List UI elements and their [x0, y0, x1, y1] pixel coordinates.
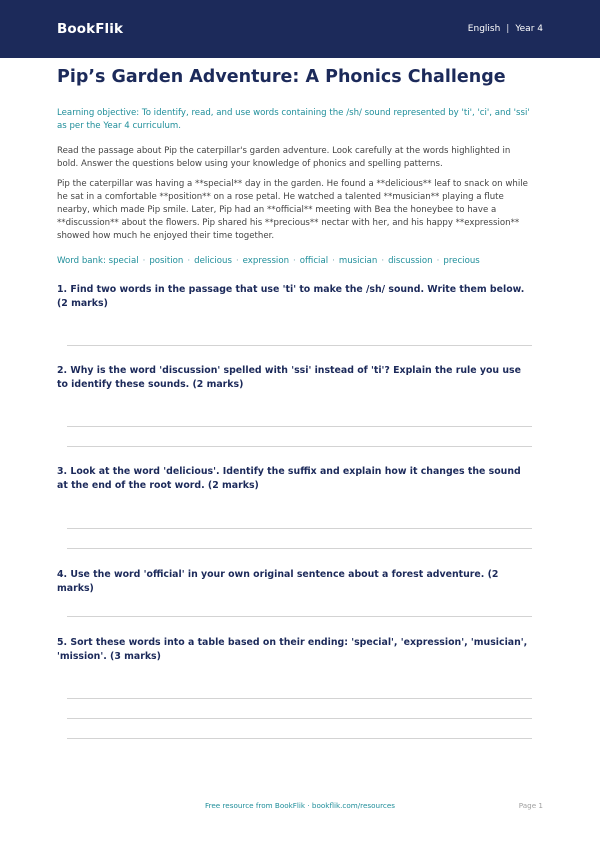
word-bank-separator: · [436, 256, 440, 266]
word-bank-item: discussion [388, 256, 433, 266]
answer-line[interactable] [67, 616, 532, 617]
answer-line[interactable] [67, 738, 532, 739]
word-bank-separator: · [187, 256, 191, 266]
reading-passage: Pip the caterpillar was having a **special** day in the garden. He found a **delicious** leaf to snack on while he sat in a comfortable **position** on a rose petal. He watched a talented **musician** playing a flute nearby, which made Pip smile. Later, Pip had an **official** meeting with Bea the honeybee to have a **discussion** about the flowers. Pip shared his **precious** nectar with her, and his happy **expression** showed how much he enjoyed their time together. [57, 179, 528, 241]
question-2: 2. Why is the word 'discussion' spelled with 'ssi' instead of 'ti'? Explain the rule you use to identify these sounds. (2 marks) [57, 365, 521, 390]
word-bank-separator: · [332, 256, 335, 266]
instructions: Read the passage about Pip the caterpillar's garden adventure. Look carefully at the words highlighted in bold. Answer the questions below using your knowledge of phonics and spelling patterns. [57, 146, 511, 169]
subject-label: English [467, 24, 501, 34]
page-number: Page 1 [518, 801, 543, 810]
header-separator: | [506, 24, 510, 34]
year-label: Year 4 [515, 24, 543, 34]
site-header [0, 0, 600, 58]
word-bank-item: musician [338, 256, 378, 266]
question-5: 5. Sort these words into a table based on their ending: 'special', 'expression', 'musician', 'mission'. (3 marks) [57, 637, 528, 662]
word-bank-label: Word bank: [57, 256, 106, 266]
worksheet-content [57, 58, 532, 268]
footer-credit-link[interactable]: Free resource from BookFlik · bookflik.com/resources [204, 801, 396, 810]
word-bank-separator: · [142, 256, 146, 266]
answer-line[interactable] [67, 528, 532, 529]
word-bank-item: delicious [194, 256, 232, 266]
word-bank-separator: · [381, 256, 385, 266]
answer-line[interactable] [67, 698, 532, 699]
word-bank-item: official [299, 256, 329, 266]
word-bank-item: expression [242, 256, 290, 266]
word-bank-item: position [149, 256, 184, 266]
learning-objective: Learning objective: To identify, read, and use words containing the /sh/ sound represented by 'ti', 'ci', and 'ssi' as per the Year 4 curriculum. [57, 108, 530, 131]
answer-line[interactable] [67, 345, 532, 346]
word-bank-separator: · [235, 256, 239, 266]
brand-logo[interactable]: BookFlik [57, 21, 124, 37]
question-3: 3. Look at the word 'delicious'. Identify the suffix and explain how it changes the sound at the end of the root word. (2 marks) [57, 466, 521, 491]
word-bank-item: special [108, 256, 139, 266]
answer-line[interactable] [67, 446, 532, 447]
answer-line[interactable] [67, 548, 532, 549]
word-bank [57, 255, 532, 268]
question-1: 1. Find two words in the passage that use 'ti' to make the /sh/ sound. Write them below. (2 marks) [57, 284, 525, 309]
word-bank-separator: · [293, 256, 296, 266]
word-bank-item: precious [443, 256, 480, 266]
answer-line[interactable] [67, 718, 532, 719]
header-meta [468, 24, 543, 34]
question-4: 4. Use the word 'official' in your own original sentence about a forest adventure. (2 marks) [57, 569, 499, 594]
answer-line[interactable] [67, 426, 532, 427]
page-title: Pip’s Garden Adventure: A Phonics Challenge [57, 67, 506, 87]
